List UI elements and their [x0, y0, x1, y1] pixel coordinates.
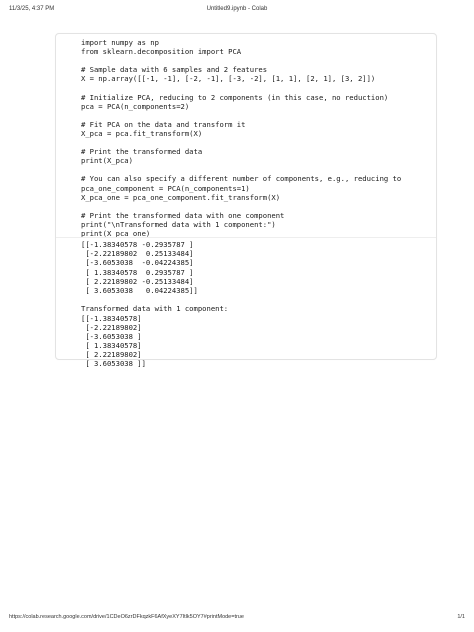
output-line: [[-1.38340578 -0.2935787 ]: [81, 240, 194, 249]
output-divider: [56, 237, 436, 238]
output-line: [ 2.22189802 -0.25133484]: [81, 276, 194, 286]
output-line: [ 2.22189802]: [81, 350, 142, 360]
code-line: X_pca_one = pca_one_component.fit_transform(X): [81, 192, 281, 202]
code-line: # Print the transformed data with one component: [81, 210, 285, 220]
output-line: [ 3.6053038 0.04224385]]: [81, 285, 198, 295]
code-line: # Fit PCA on the data and transform it: [81, 119, 246, 129]
output-line: [-3.6053038 -0.04224385]: [81, 258, 194, 268]
code-line: from sklearn.decomposition import PCA: [81, 47, 242, 57]
code-line: # Print the transformed data: [81, 147, 203, 157]
print-datetime: 11/3/25, 4:37 PM: [9, 6, 55, 12]
output-line: Transformed data with 1 component:: [81, 304, 229, 314]
print-footer: [0, 614, 474, 626]
cell-output: [81, 240, 431, 369]
code-line: print(X_pca_one): [81, 228, 151, 238]
code-line: print("\nTransformed data with 1 component:"): [81, 219, 276, 229]
code-line: X_pca = pca.fit_transform(X): [81, 128, 203, 138]
code-line: pca_one_component = PCA(n_components=1): [81, 183, 250, 193]
output-line: [-2.22189802]: [81, 322, 142, 332]
code-line: [81, 165, 431, 174]
output-line: [81, 295, 431, 304]
code-line: # Sample data with 6 samples and 2 features: [81, 65, 268, 75]
document-title: Untitled9.ipynb - Colab: [206, 6, 268, 12]
code-line: # Initialize PCA, reducing to 2 components (in this case, no reduction): [81, 92, 389, 102]
output-line: [ 3.6053038 ]]: [81, 359, 146, 369]
code-cell-source[interactable]: [81, 38, 431, 238]
page-url: https://colab.research.google.com/drive/1CDeO6zrDFkqzkF6AfXyeXY7Itlk5OY7#printMode=true: [9, 614, 244, 620]
code-line: [81, 111, 431, 120]
print-header: [0, 6, 474, 18]
code-line: [81, 202, 431, 211]
code-line: # You can also specify a different number of components, e.g., reducing to: [81, 174, 402, 184]
page-number: 1/1: [457, 614, 465, 620]
output-line: [[-1.38340578]: [81, 313, 142, 323]
code-line: import numpy as np: [81, 38, 159, 47]
code-line: [81, 56, 431, 65]
code-line: X = np.array([[-1, -1], [-2, -1], [-3, -2], [1, 1], [2, 1], [3, 2]]): [81, 74, 376, 84]
output-line: [ 1.38340578 0.2935787 ]: [81, 267, 194, 277]
code-line: [81, 83, 431, 92]
code-line: [81, 138, 431, 147]
code-line: print(X_pca): [81, 156, 133, 166]
output-line: [-2.22189802 0.25133484]: [81, 249, 194, 259]
output-line: [ 1.38340578]: [81, 341, 142, 351]
output-line: [-3.6053038 ]: [81, 331, 142, 341]
code-line: pca = PCA(n_components=2): [81, 101, 190, 111]
